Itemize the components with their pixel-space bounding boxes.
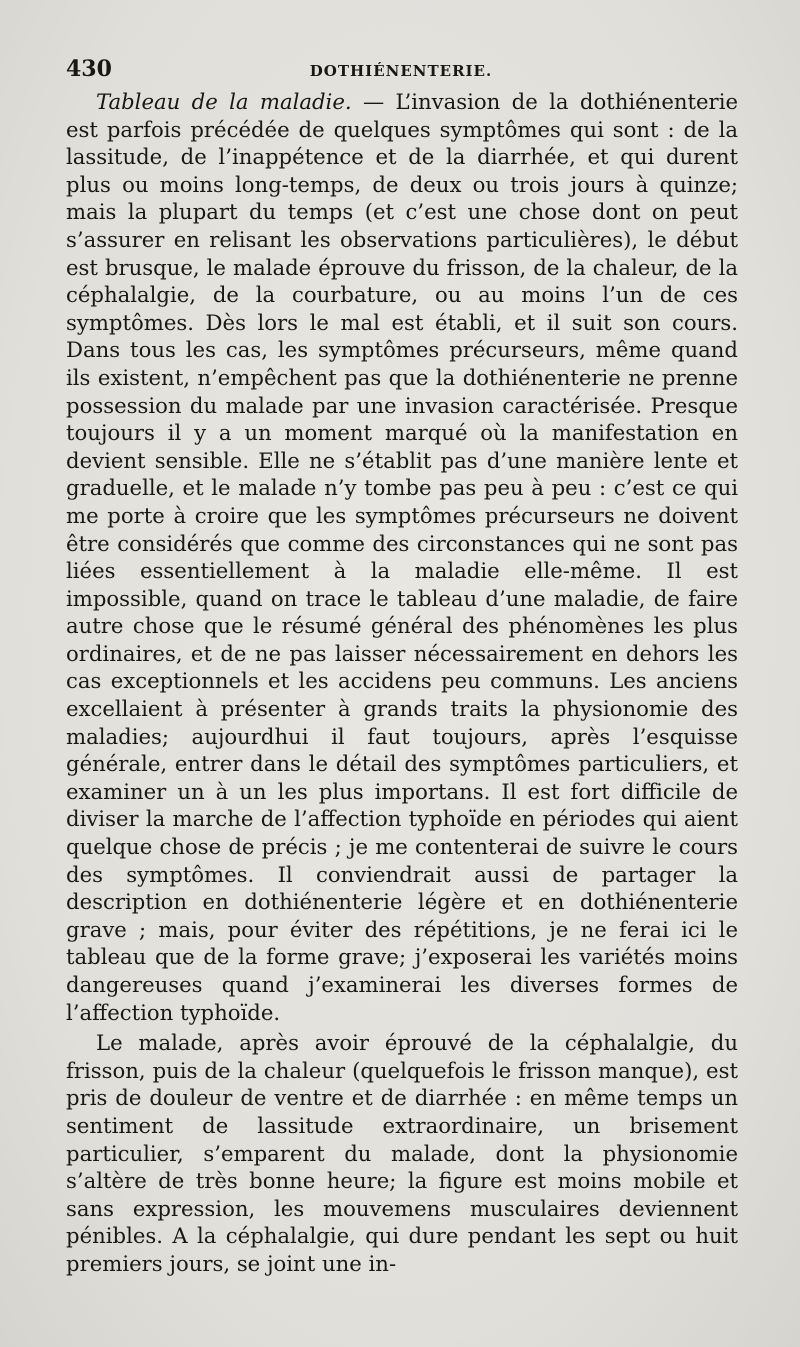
paragraph-symptoms: [66, 1029, 738, 1277]
paragraph-text: — L’invasion de la dothiénenterie est parfois précédée de quelques symptômes qui sont : de la lassitude, de l’inappétence et de la diarrhée, et qui durent plus ou moins long-temps, de deux ou trois jours à quinze; mais la plupart du temps (et c’est une chose dont on peut s’assurer en relisant les observations particulières), le début est brusque, le malade éprouve du frisson, de la chaleur, de la céphalalgie, de la courbature, ou au moins l’un de ces symptômes. Dès lors le mal est établi, et il suit son cours. Dans tous les cas, les symptômes précurseurs, même quand ils existent, n’empêchent pas que la dothiénenterie ne prenne possession du malade par une invasion caractérisée. Presque toujours il y a un moment marqué où la manifestation en devient sensible. Elle ne s’établit pas d’une manière lente et graduelle, et le malade n’y tombe pas peu à peu : c’est ce qui me porte à croire que les symptômes précurseurs ne doivent être considérés que comme des circonstances qui ne sont pas liées essentiellement à la maladie elle-même. Il est impossible, quand on trace le tableau d’une maladie, de faire autre chose que le résumé général des phénomènes les plus ordinaires, et de ne pas laisser nécessairement en dehors les cas exceptionnels et les accidens peu communs. Les anciens excellaient à présenter à grands traits la physionomie des maladies; aujourdhui il faut toujours, après l’esquisse générale, entrer dans le détail des symptômes particuliers, et examiner un à un les plus importans. Il est fort difficile de diviser la marche de l’affection typhoïde en périodes qui aient quelque chose de précis ; je me contenterai de suivre le cours des symptômes. Il conviendrait aussi de partager la description en dothiénenterie légère et en dothiénenterie grave ; mais, pour éviter des répétitions, je ne ferai ici le tableau que de la forme grave; j’exposerai les variétés moins dangereuses quand j’examinerai les diverses formes de l’affection typhoïde.: [66, 89, 739, 1025]
paragraph-text: Le malade, après avoir éprouvé de la céphalalgie, du frisson, puis de la chaleur (quelquefois le frisson manque), est pris de douleur de ventre et de diarrhée : en même temps un sentiment de lassitude extraordinaire, un brisement particulier, s’emparent du malade, dont la physionomie s’altère de très bonne heure; la figure est moins mobile et sans expression, les mouvemens musculaires deviennent pénibles. A la céphalalgie, qui dure pendant les sept ou huit premiers jours, se joint une in-: [66, 1030, 738, 1276]
running-title: DOTHIÉNENTERIE.: [309, 62, 493, 80]
page-number: 430: [66, 56, 112, 82]
body-text: [66, 88, 738, 1278]
paragraph-invasion: [66, 88, 738, 1026]
section-lead-in: Tableau de la maladie.: [96, 89, 352, 114]
page-header: [66, 56, 736, 88]
